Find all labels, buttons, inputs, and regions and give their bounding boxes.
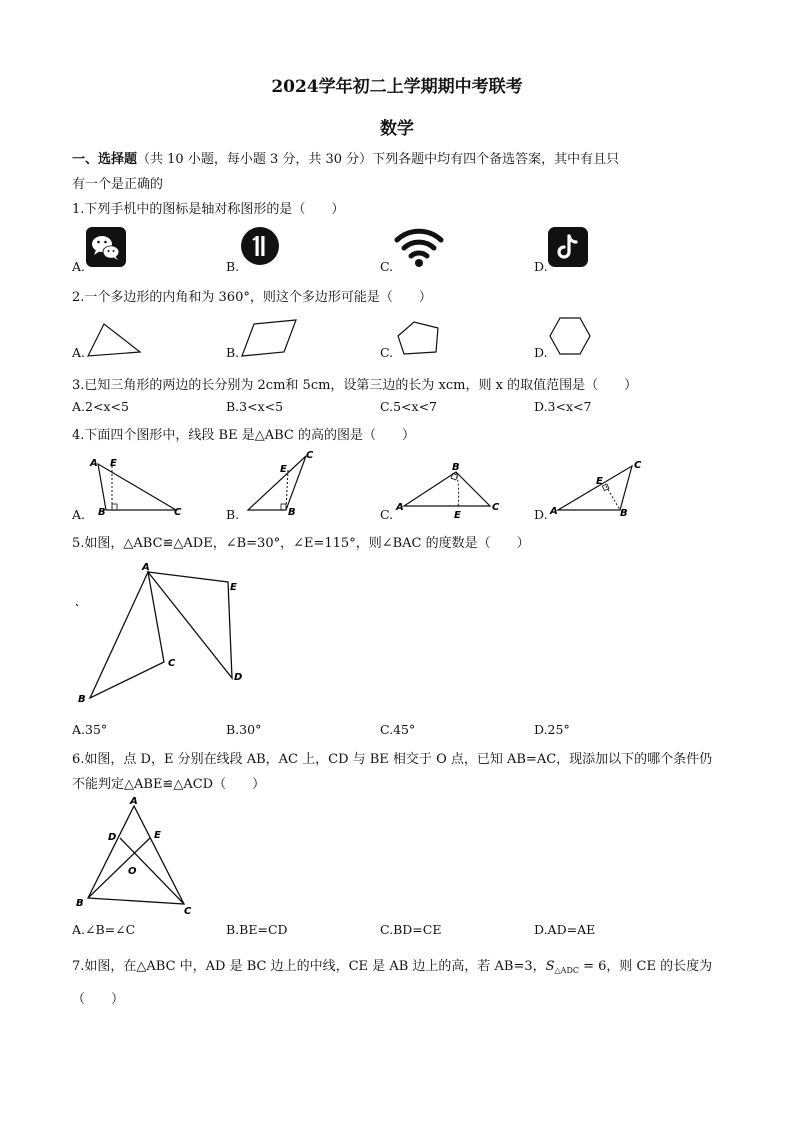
section-instructions-2: 有一个是正确的 <box>72 177 164 192</box>
label-a: A <box>142 562 150 573</box>
quadrilateral-shape <box>240 316 300 360</box>
question-5-stem: 5.如图，△ABC≌△ADE，∠B=30°，∠E=115°，则∠BAC 的度数是（ ） <box>72 536 530 551</box>
q2-option-a: A. <box>72 345 86 360</box>
question-4-stem: 4.下面四个图形中，线段 BE 是△ABC 的高的图是（ ） <box>72 428 415 443</box>
q5-option-a: A.35° <box>72 722 108 737</box>
label-c: C <box>306 450 314 461</box>
label-b: B <box>78 694 86 705</box>
label-e: E <box>110 458 117 469</box>
label-b: B <box>98 507 106 518</box>
q3-option-d: D.3<x<7 <box>534 399 592 414</box>
q4-figure-a <box>86 454 186 516</box>
question-7-text-2: = 6，则 CE 的长度为 <box>579 959 713 974</box>
label-b: B <box>288 507 296 518</box>
q1-option-b: B. <box>226 259 240 274</box>
label-e: E <box>230 582 237 593</box>
section-instructions: （共 10 小题，每小题 3 分，共 30 分）下列各题中均有四个备选答案，其中有且只 <box>137 152 620 167</box>
q4-option-d: D. <box>534 507 548 522</box>
q3-option-a: A.2<x<5 <box>72 399 129 414</box>
tiktok-icon <box>548 227 588 267</box>
q6-option-c: C.BD=CE <box>380 922 442 937</box>
q5-figure <box>72 560 252 710</box>
q4-option-b: B. <box>226 507 240 522</box>
question-7-stem <box>72 955 712 975</box>
label-e: E <box>154 830 161 841</box>
question-7-stem-2: （ ） <box>72 992 125 1007</box>
triangle-shape <box>86 320 146 360</box>
question-1-stem: 1.下列手机中的图标是轴对称图形的是（ ） <box>72 202 345 217</box>
q6-option-a: A.∠B=∠C <box>72 922 136 937</box>
label-a: A <box>396 502 404 513</box>
label-e: E <box>454 510 461 521</box>
q4-option-a: A. <box>72 507 86 522</box>
q6-option-b: B.BE=CD <box>226 922 288 937</box>
label-a: A <box>130 796 138 807</box>
q1-option-d: D. <box>534 259 548 274</box>
question-6-stem: 6.如图，点 D，E 分别在线段 AB，AC 上，CD 与 BE 相交于 O 点，已知 AB=AC，现添加以下的哪个条件仍 <box>72 752 713 767</box>
label-b: B <box>620 508 628 519</box>
q2-option-d: D. <box>534 345 548 360</box>
q6-figure <box>72 794 202 918</box>
q4-option-c: C. <box>380 507 394 522</box>
wechat-icon <box>86 227 126 267</box>
label-c: C <box>184 906 192 917</box>
q2-option-b: B. <box>226 345 240 360</box>
q3-option-c: C.5<x<7 <box>380 399 437 414</box>
label-e: E <box>596 476 603 487</box>
q6-option-d: D.AD=AE <box>534 922 596 937</box>
exam-title: 2024学年初二上学期期中考联考 <box>271 77 523 97</box>
label-d: D <box>108 832 117 843</box>
section-intro <box>72 148 619 167</box>
q4-figure-b <box>236 448 326 516</box>
q1-option-a: A. <box>72 259 86 274</box>
area-subscript: △ADC <box>554 966 579 975</box>
hexagon-shape <box>548 314 592 358</box>
wifi-icon <box>394 226 444 268</box>
q4-figure-d <box>548 456 648 518</box>
label-b: B <box>76 898 84 909</box>
pentagon-shape <box>394 318 442 358</box>
q4-figure-c <box>394 458 506 520</box>
question-2-stem: 2.一个多边形的内角和为 360°，则这个多边形可能是（ ） <box>72 290 432 305</box>
q1-option-c: C. <box>380 259 394 274</box>
section-heading: 一、选择题 <box>72 152 138 167</box>
label-e: E <box>280 464 287 475</box>
question-7-text: 7.如图，在△ABC 中，AD 是 BC 边上的中线，CE 是 AB 边上的高，若 AB=3， <box>72 959 546 974</box>
q3-option-b: B.3<x<5 <box>226 399 284 414</box>
q5-option-c: C.45° <box>380 722 416 737</box>
label-a: A <box>550 506 558 517</box>
label-c: C <box>168 658 176 669</box>
question-6-stem-2: 不能判定△ABE≌△ACD（ ） <box>72 777 266 792</box>
area-symbol: S <box>545 959 555 974</box>
label-a: A <box>90 458 98 469</box>
subject-title: 数学 <box>380 119 414 139</box>
label-d: D <box>234 672 243 683</box>
label-c: C <box>634 460 642 471</box>
label-c: C <box>492 502 500 513</box>
label-c: C <box>174 507 182 518</box>
label-b: B <box>452 462 460 473</box>
question-3-stem: 3.已知三角形的两边的长分别为 2cm和 5cm，设第三边的长为 xcm，则 x 的取值范围是（ ） <box>72 378 638 393</box>
q5-option-d: D.25° <box>534 722 570 737</box>
label-o: O <box>128 866 137 877</box>
q2-option-c: C. <box>380 345 394 360</box>
q5-option-b: B.30° <box>226 722 262 737</box>
app-icon <box>240 226 280 266</box>
